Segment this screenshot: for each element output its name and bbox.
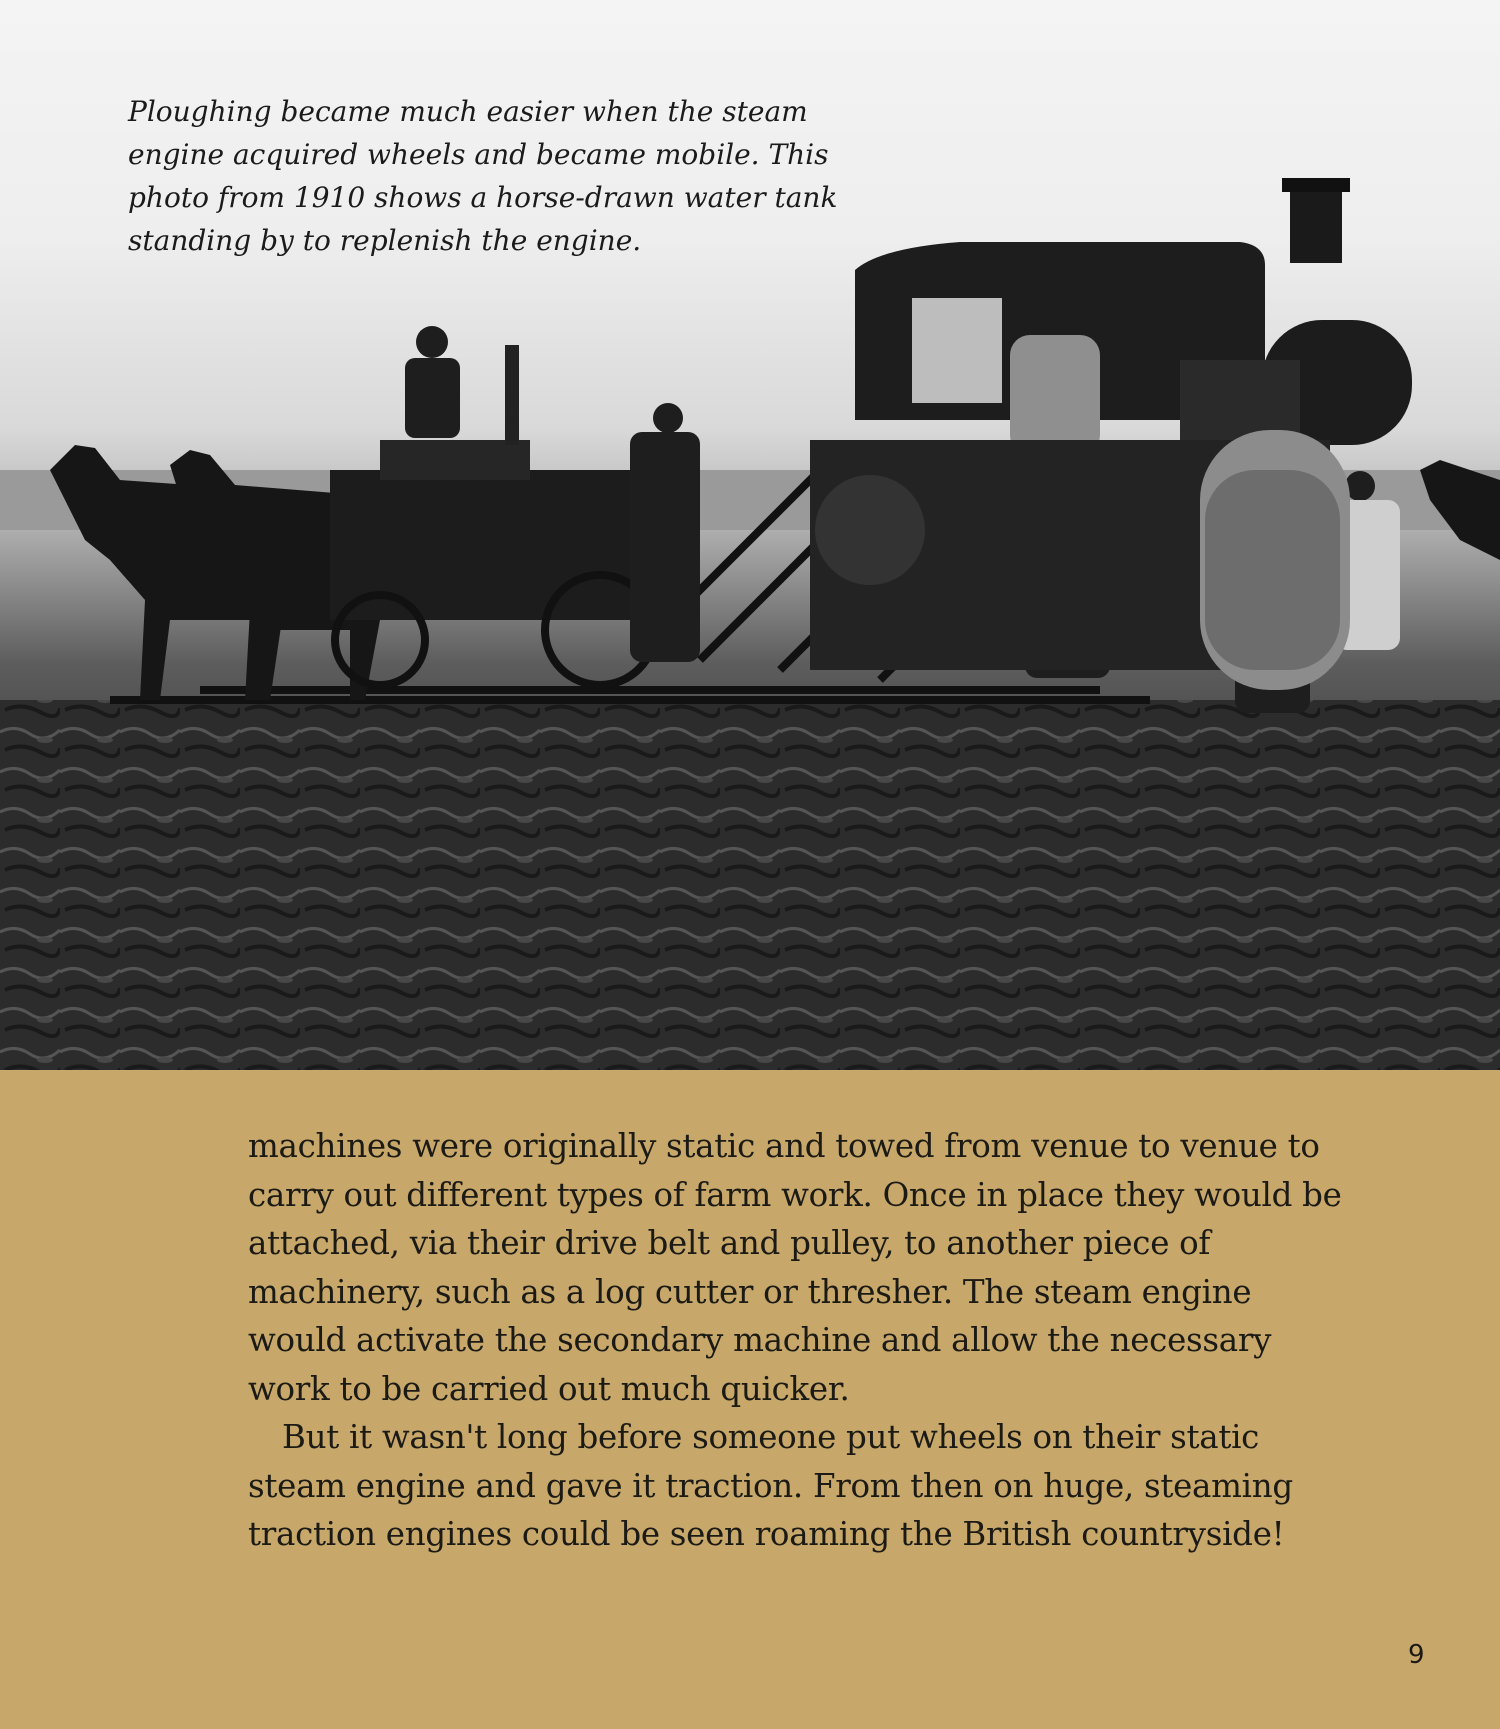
photo-caption: Ploughing became much easier when the steam engine acquired wheels and became mobile. This photo from 1910 shows a horse-drawn water tank standing by to replenish the engine. [128,95,838,257]
body-paragraph-1: machines were originally static and towed from venue to venue to carry out different types of farm work. Once in place they would be attached, via their drive belt and pulley, to another piece of machinery, such as a log cutter or thresher. The steam engine would activate the secondary machine and allow the necessary work to be carried out much quicker. [248,1127,1342,1408]
body-paragraph-2: But it wasn't long before someone put wheels on their static steam engine and gave it traction. From then on huge, steaming traction engines could be seen roaming the British countryside! [248,1418,1293,1553]
ploughed-field [0,700,1500,1070]
water-tank-wagon [330,345,655,685]
page-number: 9 [1408,1640,1425,1670]
body-text [248,1122,1348,1559]
steam-traction-engine [810,178,1412,690]
